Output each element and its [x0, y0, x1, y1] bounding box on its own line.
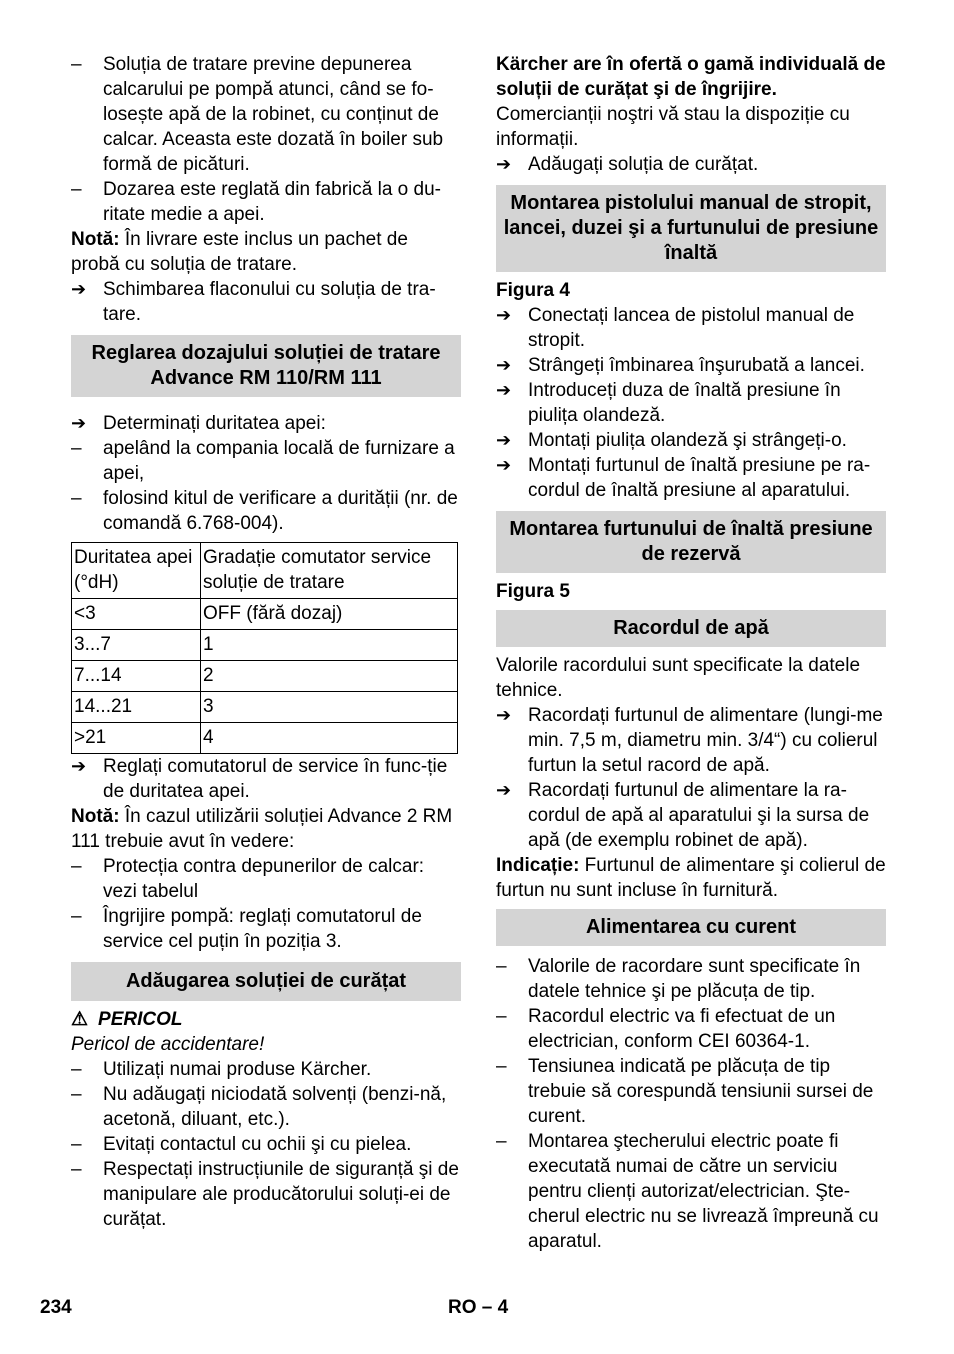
table-row: [72, 692, 458, 723]
hint-paragraph: Indicație: Furtunul de alimentare şi colierul de furtun nu sunt incluse în furnitură.: [496, 855, 886, 901]
table-cell: 1: [201, 630, 458, 661]
warning-label: ⚠ PERICOL: [71, 1009, 183, 1030]
table-cell: OFF (fără dozaj): [201, 599, 458, 630]
section-marker: RO – 4: [448, 1297, 509, 1318]
section-heading-mount: Montarea pistolului manual de stropit, lancei, duzei şi a furtunului de presiune înaltă: [496, 185, 886, 272]
step-item: ➔ Racordați furtunul de alimentare (lungi-me min. 7,5 m, diametru min. 3/4“) cu colierul furtun la setul racord de apă.: [496, 705, 883, 776]
list-item: – Valorile de racordare sunt specificate în datele tehnice şi pe plăcuța de tip.: [496, 956, 861, 1002]
list-item: – Dozarea este reglată din fabrică la o du-ritate medie a apei.: [71, 179, 441, 225]
table-row: [72, 661, 458, 692]
table-cell: <3: [72, 599, 201, 630]
list-item: – Îngrijire pompă: reglați comutatorul de service cel puțin în poziția 3.: [71, 906, 422, 952]
list-item: – Montarea ştecherului electric poate fi executată numai de către un serviciu pentru clienți autorizat/electrician. Şte-cherul electric nu se livrează împreună cu aparatul.: [496, 1131, 879, 1252]
step-item: ➔ Adăugați soluția de curățat.: [496, 154, 759, 175]
step-item: ➔ Montați piulița olandeză şi strângeți-o.: [496, 430, 847, 451]
section-heading-power: Alimentarea cu curent: [496, 909, 886, 946]
page-number: 234: [40, 1297, 72, 1318]
arrow-icon: ➔: [496, 355, 512, 375]
list-item: – Tensiunea indicată pe plăcuța de tip trebuie să corespundă tensiunii sursei de curent.: [496, 1056, 874, 1127]
hardness-table: [71, 542, 458, 754]
list-item: – Protecția contra depunerilor de calcar: vezi tabelul: [71, 856, 425, 902]
table-row: [72, 630, 458, 661]
arrow-icon: ➔: [496, 154, 512, 174]
arrow-icon: ➔: [496, 705, 512, 725]
list-item: – Racordul electric va fi efectuat de un electrician, conform CEI 60364-1.: [496, 1006, 836, 1052]
intro-text: Comercianții noştri vă stau la dispoziție cu informații.: [496, 104, 850, 150]
table-cell: >21: [72, 723, 201, 754]
arrow-icon: ➔: [496, 380, 512, 400]
table-cell: 7...14: [72, 661, 201, 692]
step-item: ➔ Reglați comutatorul de service în func-ție de duritatea apei.: [71, 756, 448, 802]
list-item: – Utilizați numai produse Kärcher.: [71, 1059, 372, 1080]
figure-label: Figura 4: [496, 280, 570, 301]
step-item: ➔ Montați furtunul de înaltă presiune pe ra-cordul de înaltă presiune al aparatului.: [496, 455, 871, 501]
table-row: [72, 723, 458, 754]
section-heading-add: Adăugarea soluției de curățat: [71, 962, 461, 1001]
arrow-icon: ➔: [496, 305, 512, 325]
table-cell: 14...21: [72, 692, 201, 723]
left-column: [71, 52, 461, 1232]
list-item: – Respectați instrucțiunile de siguranță şi de manipulare ale producătorului soluți-ei de curățat.: [71, 1159, 459, 1230]
list-item: – folosind kitul de verificare a durității (nr. de comandă 6.768-004).: [71, 488, 458, 534]
table-cell: 3: [201, 692, 458, 723]
table-row: [72, 599, 458, 630]
bold-intro: Kärcher are în ofertă o gamă individuală de soluții de curățat şi de îngrijire.: [496, 54, 886, 100]
arrow-icon: ➔: [496, 430, 512, 450]
arrow-icon: ➔: [496, 455, 512, 475]
section-heading-water: Racordul de apă: [496, 610, 886, 647]
arrow-icon: ➔: [496, 780, 512, 800]
step-item: ➔ Introduceți duza de înaltă presiune în piulița olandeză.: [496, 380, 841, 426]
table-cell: 3...7: [72, 630, 201, 661]
right-column: [496, 52, 886, 1254]
table-header-cell: Duritatea apei (°dH): [72, 543, 201, 599]
arrow-icon: ➔: [71, 279, 87, 299]
list-item: – Nu adăugați niciodată solvenți (benzi-nă, acetonă, diluant, etc.).: [71, 1084, 447, 1130]
table-cell: 4: [201, 723, 458, 754]
list-item: – Soluția de tratare previne depunerea calcarului pe pompă atunci, când se fo-losește apă de la robinet, cu conținut de calcar. Aceasta este dozată în boiler sub formă de picături.: [71, 54, 444, 175]
section-heading-spare-hose: Montarea furtunului de înaltă presiune de rezervă: [496, 511, 886, 573]
section-heading-dosage: Reglarea dozajului soluției de tratare Advance RM 110/RM 111: [71, 335, 461, 397]
figure-label: Figura 5: [496, 581, 570, 602]
table-header-cell: Gradație comutator service soluție de tratare: [201, 543, 458, 599]
arrow-icon: ➔: [71, 756, 87, 776]
list-item: – Evitați contactul cu ochii şi cu pielea.: [71, 1134, 412, 1155]
step-item: ➔ Schimbarea flaconului cu soluția de tra-tare.: [71, 279, 436, 325]
list-item: – apelând la compania locală de furnizare a apei,: [71, 438, 455, 484]
water-text: Valorile racordului sunt specificate la datele tehnice.: [496, 655, 861, 701]
warning-text: Pericol de accidentare!: [71, 1034, 265, 1055]
note-paragraph: Notă: În livrare este inclus un pachet de probă cu soluția de tratare.: [71, 229, 408, 275]
arrow-icon: ➔: [71, 413, 87, 433]
table-cell: 2: [201, 661, 458, 692]
step-item: ➔ Strângeți îmbinarea înşurubată a lancei.: [496, 355, 865, 376]
step-item: ➔ Racordați furtunul de alimentare la ra-cordul de apă al aparatului şi la sursa de apă (de exemplu robinet de apă).: [496, 780, 870, 851]
table-header-row: [72, 543, 458, 599]
step-item: ➔ Determinați duritatea apei:: [71, 413, 326, 434]
warning-icon: ⚠: [71, 1009, 89, 1030]
step-item: ➔ Conectați lancea de pistolul manual de stropit.: [496, 305, 855, 351]
note-paragraph: Notă: În cazul utilizării soluției Advance 2 RM 111 trebuie avut în vedere:: [71, 806, 453, 852]
